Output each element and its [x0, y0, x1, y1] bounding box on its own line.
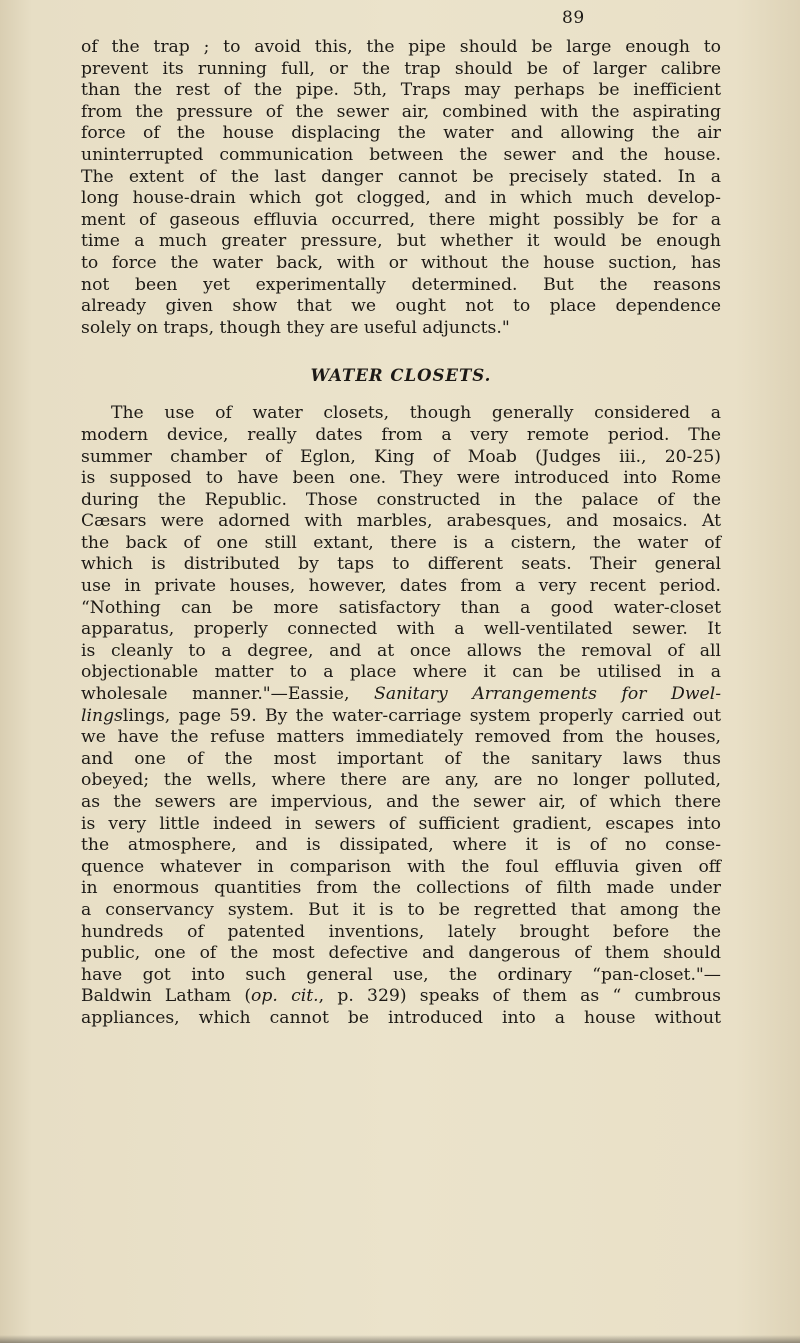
text-line: Cæsars were adorned with marbles, arabesques, and mosaics. At: [81, 511, 721, 532]
text-line: we have the refuse matters immediately removed from the houses,: [81, 727, 721, 748]
text-line-with-citation: [81, 706, 721, 728]
text-line: a conservancy system. But it is to be regretted that among the: [81, 899, 721, 920]
text-line: and one of the most important of the sanitary laws thus: [81, 748, 721, 769]
text-line: long house-drain which got clogged, and in which much develop-: [81, 188, 721, 209]
text-line: public, one of the most defective and dangerous of them should: [81, 943, 721, 964]
text-line: “Nothing can be more satisfactory than a good water-closet: [81, 597, 721, 618]
text-line: ment of gaseous effluvia occurred, there might possibly be for a: [81, 209, 721, 230]
text-line: than the rest of the pipe. 5th, Traps may perhaps be inefficient: [81, 80, 721, 101]
text-line: apparatus, properly connected with a well-ventilated sewer. It: [81, 619, 721, 640]
text-line: force of the house displacing the water and allowing the air: [81, 123, 721, 144]
text-line: quence whatever in comparison with the foul effluvia given off: [81, 856, 721, 877]
text-line-rest: , p. 329) speaks of them as “ cumbrous: [318, 986, 721, 1007]
text-line: uninterrupted communication between the sewer and the house.: [81, 144, 721, 165]
text-line: modern device, really dates from a very remote period. The: [81, 424, 721, 445]
text-line: is cleanly to a degree, and at once allows the removal of all: [81, 640, 721, 661]
text-line-rest: lings, page 59. By the water-carriage system properly carried out: [122, 705, 721, 726]
text-line: The use of water closets, though generally considered a: [111, 403, 721, 424]
text-line: solely on traps, though they are useful adjuncts.": [81, 317, 510, 338]
text-line: hundreds of patented inventions, lately brought before the: [81, 921, 721, 942]
text-line: already given show that we ought not to place dependence: [81, 296, 721, 317]
text-line: summer chamber of Eglon, King of Moab (Judges iii., 20-25): [81, 446, 721, 467]
text-line: time a much greater pressure, but whether it would be enough: [81, 231, 721, 252]
text-line: during the Republic. Those constructed in the palace of the: [81, 489, 721, 510]
text-line: to force the water back, with or without the house suction, has: [81, 252, 721, 273]
text-line: appliances, which cannot be introduced into a house without: [81, 1007, 721, 1028]
page-number: 89: [562, 8, 585, 28]
text-line: in enormous quantities from the collections of filth made under: [81, 878, 721, 899]
text-line: is supposed to have been one. They were introduced into Rome: [81, 468, 721, 489]
citation-author: Baldwin Latham (: [81, 986, 252, 1007]
text-line: of the trap ; to avoid this, the pipe should be large enough to: [81, 37, 721, 57]
paragraph-trap-discussion: [81, 37, 721, 339]
citation-reference: op. cit.: [251, 986, 319, 1007]
citation-author: wholesale manner."—Eassie,: [81, 684, 375, 705]
text-line: prevent its running full, or the trap should be of larger calibre: [81, 58, 721, 79]
section-heading: WATER CLOSETS.: [310, 366, 492, 386]
text-line: obeyed; the wells, where there are any, are no longer polluted,: [81, 770, 721, 791]
text-line: the atmosphere, and is dissipated, where it is of no conse-: [81, 835, 721, 856]
text-line: use in private houses, however, dates from a very recent period.: [81, 576, 721, 597]
citation-title-end: lings: [81, 705, 123, 726]
text-line: as the sewers are impervious, and the sewer air, of which there: [81, 792, 721, 812]
text-line-with-citation: [81, 986, 721, 1008]
citation-title: Sanitary Arrangements for Dwel-: [374, 684, 722, 705]
body-text: [81, 37, 721, 1030]
text-line: The extent of the last danger cannot be precisely stated. In a: [81, 166, 721, 187]
text-line: not been yet experimentally determined. But the reasons: [81, 274, 721, 295]
text-line: have got into such general use, the ordinary “pan-closet."—: [81, 964, 721, 985]
text-line: which is distributed by taps to different seats. Their general: [81, 554, 721, 575]
text-line: the back of one still extant, there is a cistern, the water of: [81, 532, 721, 553]
text-line: from the pressure of the sewer air, combined with the aspirating: [81, 101, 721, 122]
text-line: is very little indeed in sewers of sufficient gradient, escapes into: [81, 813, 721, 834]
paragraph-water-closets: [81, 403, 721, 1029]
page-bottom-edge: [0, 1335, 800, 1343]
text-line-with-citation: [81, 684, 721, 706]
text-line: objectionable matter to a place where it can be utilised in a: [81, 662, 721, 683]
